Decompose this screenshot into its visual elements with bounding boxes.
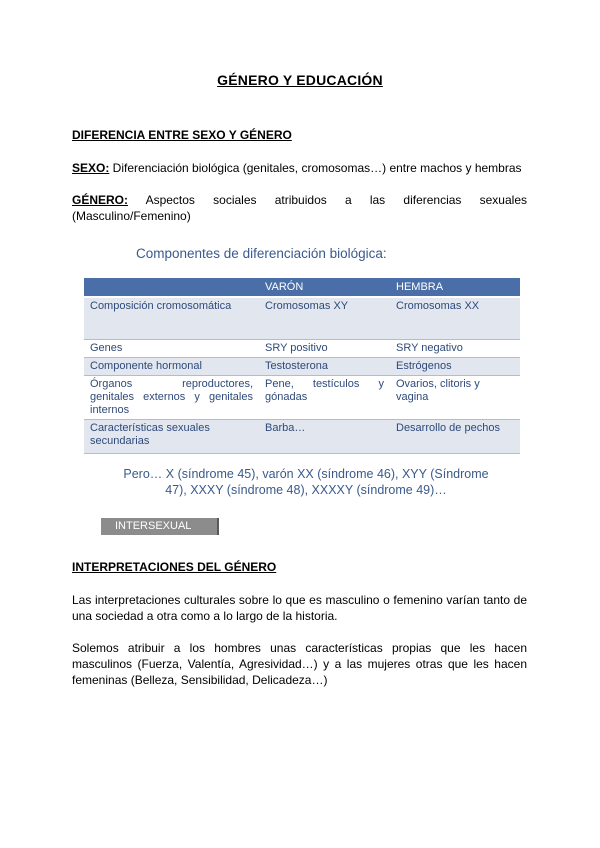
table-cell: Desarrollo de pechos bbox=[390, 419, 520, 453]
page-title: GÉNERO Y EDUCACIÓN bbox=[217, 72, 383, 88]
table-row bbox=[84, 357, 520, 375]
table-cell: Cromosomas XY bbox=[259, 297, 390, 339]
table-cell: Componente hormonal bbox=[84, 357, 259, 375]
sexo-label: SEXO: bbox=[72, 161, 110, 175]
syndromes-note: Pero… X (síndrome 45), varón XX (síndrome 46), XYY (Síndrome 47), XXXY (síndrome 48), XXXXY (síndrome 49)… bbox=[123, 467, 489, 497]
table-cell: Órganos reproductores, genitales externos y genitales internos bbox=[84, 375, 259, 419]
table-cell: SRY positivo bbox=[259, 339, 390, 357]
intersexual-button[interactable]: INTERSEXUAL bbox=[101, 518, 219, 535]
genero-text: Aspectos sociales atribuidos a las diferencias sexuales bbox=[128, 193, 527, 207]
section-heading-sexo-genero: DIFERENCIA ENTRE SEXO Y GÉNERO bbox=[72, 128, 292, 142]
table-caption: Componentes de diferenciación biológica: bbox=[136, 246, 387, 261]
table-header-cell bbox=[84, 278, 259, 297]
table-cell: Barba… bbox=[259, 419, 390, 453]
table-row bbox=[84, 375, 520, 419]
table-row bbox=[84, 339, 520, 357]
table-header-cell: VARÓN bbox=[259, 278, 390, 297]
table-cell: Ovarios, clitoris y vagina bbox=[390, 375, 520, 419]
biological-components-table bbox=[84, 278, 520, 454]
sexo-text: Diferenciación biológica (genitales, cromosomas…) entre machos y hembras bbox=[109, 161, 522, 175]
interpretations-paragraph: Las interpretaciones culturales sobre lo que es masculino o femenino varían tanto de una sociedad a otra como a lo largo de la historia. bbox=[72, 593, 527, 623]
table-cell: Pene, testículos y gónadas bbox=[259, 375, 390, 419]
table-row bbox=[84, 297, 520, 339]
table-row bbox=[84, 419, 520, 453]
table-cell: Genes bbox=[84, 339, 259, 357]
table-cell: SRY negativo bbox=[390, 339, 520, 357]
genero-line-2: (Masculino/Femenino) bbox=[72, 209, 191, 223]
section-heading-interpretaciones: INTERPRETACIONES DEL GÉNERO bbox=[72, 560, 277, 574]
table-header-cell: HEMBRA bbox=[390, 278, 520, 297]
sexo-definition bbox=[72, 160, 527, 176]
genero-definition bbox=[72, 192, 527, 224]
table-cell: Testosterona bbox=[259, 357, 390, 375]
table-cell: Estrógenos bbox=[390, 357, 520, 375]
attributes-paragraph: Solemos atribuir a los hombres unas características propias que les hacen masculinos (Fuerza, Valentía, Agresividad…) y a las mujeres otras que les hacen femeninas (Belleza, Sensibilidad, Delicadeza…) bbox=[72, 641, 527, 687]
genero-line-1 bbox=[72, 192, 527, 208]
table-cell: Composición cromosomática bbox=[84, 297, 259, 339]
table-header-row bbox=[84, 278, 520, 297]
table-cell: Características sexuales secundarias bbox=[84, 419, 259, 453]
table-cell: Cromosomas XX bbox=[390, 297, 520, 339]
genero-label: GÉNERO: bbox=[72, 193, 129, 207]
